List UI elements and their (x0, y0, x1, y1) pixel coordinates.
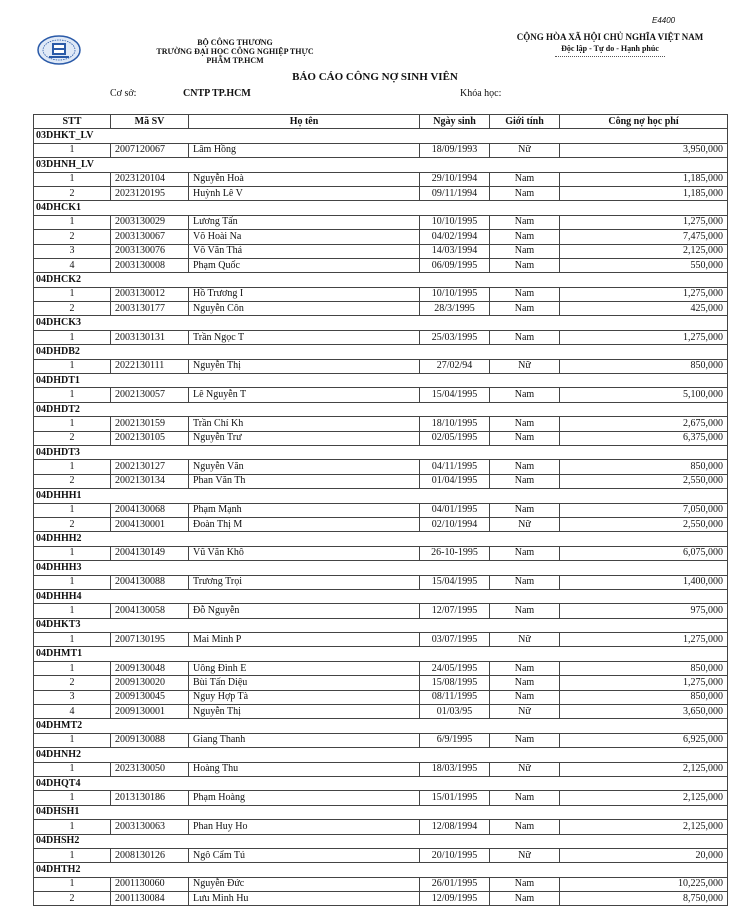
university-logo-icon (36, 34, 82, 66)
cell-gender: Nam (490, 388, 560, 402)
cell-stt: 2 (34, 676, 111, 690)
table-row (34, 848, 728, 862)
motto-underline (555, 56, 665, 57)
cell-tuition-debt: 850,000 (560, 690, 728, 704)
class-group-label: 04DHMT1 (34, 647, 728, 661)
table-row (34, 733, 728, 747)
table-row (34, 503, 728, 517)
cell-stt: 2 (34, 230, 111, 244)
cell-student-id: 2007120067 (111, 143, 189, 157)
class-group-row (34, 561, 728, 575)
cell-gender: Nam (490, 877, 560, 891)
column-header-tuition-debt: Công nợ học phí (560, 115, 728, 129)
table-row (34, 186, 728, 200)
cell-student-id: 2008130126 (111, 848, 189, 862)
class-group-label: 03DHKT_LV (34, 129, 728, 143)
cell-student-id: 2004130001 (111, 517, 189, 531)
cell-gender: Nam (490, 820, 560, 834)
cell-full-name: Ngô Cẩm Tú (189, 848, 420, 862)
cell-tuition-debt: 2,125,000 (560, 791, 728, 805)
class-group-row (34, 618, 728, 632)
cell-student-id: 2003130063 (111, 820, 189, 834)
cell-stt: 4 (34, 705, 111, 719)
cell-gender: Nữ (490, 848, 560, 862)
class-group-label: 04DHDT3 (34, 445, 728, 459)
cell-date-of-birth: 10/10/1995 (420, 287, 490, 301)
class-group-row (34, 129, 728, 143)
ministry-name: BỘ CÔNG THƯƠNG (197, 38, 273, 47)
cell-date-of-birth: 02/10/1994 (420, 517, 490, 531)
cell-tuition-debt: 1,400,000 (560, 575, 728, 589)
cell-student-id: 2009130020 (111, 676, 189, 690)
cell-student-id: 2009130088 (111, 733, 189, 747)
cell-student-id: 2003130029 (111, 215, 189, 229)
cell-gender: Nam (490, 892, 560, 906)
table-row (34, 417, 728, 431)
cell-date-of-birth: 01/04/1995 (420, 474, 490, 488)
cell-full-name: Lưu Minh Hu (189, 892, 420, 906)
cell-date-of-birth: 18/03/1995 (420, 762, 490, 776)
campus-value-text: CNTP TP.HCM (183, 88, 251, 99)
campus-value (183, 88, 251, 99)
cell-date-of-birth: 08/11/1995 (420, 690, 490, 704)
class-group-row (34, 863, 728, 877)
cell-tuition-debt: 850,000 (560, 460, 728, 474)
cell-gender: Nam (490, 690, 560, 704)
cell-date-of-birth: 10/10/1995 (420, 215, 490, 229)
cell-full-name: Bùi Tấn Diệu (189, 676, 420, 690)
cell-student-id: 2002130134 (111, 474, 189, 488)
class-group-label: 04DHSH2 (34, 834, 728, 848)
table-row (34, 230, 728, 244)
cell-student-id: 2023130050 (111, 762, 189, 776)
cell-full-name: Hoàng Thu (189, 762, 420, 776)
cell-date-of-birth: 15/04/1995 (420, 575, 490, 589)
cell-student-id: 2009130001 (111, 705, 189, 719)
national-motto: Độc lập - Tự do - Hạnh phúc (561, 44, 659, 53)
cell-full-name: Phan Huy Ho (189, 820, 420, 834)
cell-full-name: Nguyễn Văn (189, 460, 420, 474)
cell-tuition-debt: 3,950,000 (560, 143, 728, 157)
cell-stt: 3 (34, 690, 111, 704)
cell-date-of-birth: 04/01/1995 (420, 503, 490, 517)
cell-student-id: 2002130127 (111, 460, 189, 474)
cell-stt: 1 (34, 330, 111, 344)
table-row (34, 820, 728, 834)
table-header-row (34, 115, 728, 129)
cell-gender: Nam (490, 431, 560, 445)
cell-tuition-debt: 1,275,000 (560, 633, 728, 647)
class-group-row (34, 316, 728, 330)
cell-full-name: Nguyễn Hoà (189, 172, 420, 186)
campus-label: Cơ sở: (110, 88, 137, 99)
cell-full-name: Phạm Mạnh (189, 503, 420, 517)
cell-date-of-birth: 6/9/1995 (420, 733, 490, 747)
cell-student-id: 2023120195 (111, 186, 189, 200)
table-row (34, 460, 728, 474)
cell-gender: Nam (490, 661, 560, 675)
cell-gender: Nam (490, 215, 560, 229)
cell-full-name: Trần Chí Kh (189, 417, 420, 431)
cell-stt: 1 (34, 733, 111, 747)
cell-student-id: 2003130008 (111, 258, 189, 272)
cell-tuition-debt: 2,125,000 (560, 244, 728, 258)
cell-tuition-debt: 7,050,000 (560, 503, 728, 517)
cell-tuition-debt: 10,225,000 (560, 877, 728, 891)
table-row (34, 604, 728, 618)
class-group-row (34, 158, 728, 172)
table-row (34, 258, 728, 272)
cell-full-name: Nguyễn Đức (189, 877, 420, 891)
cell-gender: Nam (490, 575, 560, 589)
class-group-label: 04DHCK3 (34, 316, 728, 330)
cell-date-of-birth: 04/02/1994 (420, 230, 490, 244)
cell-full-name: Trần Ngọc T (189, 330, 420, 344)
cell-stt: 1 (34, 546, 111, 560)
form-code: E4400 (652, 16, 676, 25)
cell-tuition-debt: 1,275,000 (560, 330, 728, 344)
cell-student-id: 2003130076 (111, 244, 189, 258)
cell-tuition-debt: 6,925,000 (560, 733, 728, 747)
cell-date-of-birth: 06/09/1995 (420, 258, 490, 272)
cell-stt: 1 (34, 820, 111, 834)
cell-gender: Nam (490, 230, 560, 244)
class-group-row (34, 345, 728, 359)
cell-student-id: 2002130057 (111, 388, 189, 402)
cell-stt: 1 (34, 388, 111, 402)
cell-full-name: Nguyễn Thị (189, 359, 420, 373)
cell-student-id: 2003130131 (111, 330, 189, 344)
cell-full-name: Trương Trọi (189, 575, 420, 589)
class-group-row (34, 776, 728, 790)
class-group-label: 04DHDT2 (34, 402, 728, 416)
class-group-row (34, 748, 728, 762)
cell-tuition-debt: 6,075,000 (560, 546, 728, 560)
cell-stt: 2 (34, 474, 111, 488)
cell-gender: Nam (490, 791, 560, 805)
cell-stt: 4 (34, 258, 111, 272)
ministry-block (130, 38, 340, 65)
column-header-stt: STT (34, 115, 111, 129)
table-row (34, 431, 728, 445)
cell-gender: Nữ (490, 705, 560, 719)
cell-full-name: Nguyễn Côn (189, 302, 420, 316)
table-row (34, 575, 728, 589)
class-group-row (34, 402, 728, 416)
cell-gender: Nam (490, 302, 560, 316)
cell-date-of-birth: 12/09/1995 (420, 892, 490, 906)
debt-report-table (33, 114, 728, 906)
class-group-label: 04DHSH1 (34, 805, 728, 819)
cell-student-id: 2023120104 (111, 172, 189, 186)
cell-date-of-birth: 29/10/1994 (420, 172, 490, 186)
cell-tuition-debt: 550,000 (560, 258, 728, 272)
cell-gender: Nam (490, 733, 560, 747)
cell-tuition-debt: 975,000 (560, 604, 728, 618)
cell-tuition-debt: 1,275,000 (560, 676, 728, 690)
cell-date-of-birth: 26/01/1995 (420, 877, 490, 891)
cell-gender: Nam (490, 244, 560, 258)
class-group-label: 04DHCK1 (34, 201, 728, 215)
class-group-label: 04DHDT1 (34, 374, 728, 388)
table-row (34, 791, 728, 805)
cell-full-name: Phạm Quốc (189, 258, 420, 272)
cell-full-name: Phan Văn Th (189, 474, 420, 488)
cell-student-id: 2003130067 (111, 230, 189, 244)
cell-gender: Nữ (490, 143, 560, 157)
table-row (34, 388, 728, 402)
cell-tuition-debt: 2,550,000 (560, 474, 728, 488)
table-row (34, 892, 728, 906)
class-group-row (34, 532, 728, 546)
cell-tuition-debt: 3,650,000 (560, 705, 728, 719)
cell-gender: Nữ (490, 359, 560, 373)
cell-full-name: Lâm Hồng (189, 143, 420, 157)
cell-stt: 1 (34, 575, 111, 589)
cell-full-name: Giang Thanh (189, 733, 420, 747)
cell-student-id: 2004130068 (111, 503, 189, 517)
cell-date-of-birth: 20/10/1995 (420, 848, 490, 862)
cell-gender: Nữ (490, 633, 560, 647)
cell-student-id: 2002130159 (111, 417, 189, 431)
class-group-label: 04DHHH3 (34, 561, 728, 575)
class-group-label: 04DHMT2 (34, 719, 728, 733)
cell-full-name: Lê Nguyễn T (189, 388, 420, 402)
cell-stt: 1 (34, 877, 111, 891)
cell-tuition-debt: 6,375,000 (560, 431, 728, 445)
cell-stt: 1 (34, 359, 111, 373)
table-body (34, 129, 728, 906)
cell-full-name: Vũ Văn Khô (189, 546, 420, 560)
class-group-label: 04DHKT3 (34, 618, 728, 632)
cell-date-of-birth: 15/04/1995 (420, 388, 490, 402)
class-group-row (34, 489, 728, 503)
cell-student-id: 2004130058 (111, 604, 189, 618)
table-row (34, 143, 728, 157)
cell-tuition-debt: 2,550,000 (560, 517, 728, 531)
table-row (34, 302, 728, 316)
cell-date-of-birth: 04/11/1995 (420, 460, 490, 474)
cell-full-name: Hồ Trương I (189, 287, 420, 301)
class-group-row (34, 445, 728, 459)
cell-stt: 1 (34, 417, 111, 431)
table-row (34, 172, 728, 186)
table-row (34, 705, 728, 719)
column-header-gender: Giới tính (490, 115, 560, 129)
cell-full-name: Đoàn Thị M (189, 517, 420, 531)
class-group-label: 04DHNH2 (34, 748, 728, 762)
cell-gender: Nam (490, 474, 560, 488)
cell-date-of-birth: 09/11/1994 (420, 186, 490, 200)
cell-stt: 1 (34, 762, 111, 776)
cell-date-of-birth: 12/07/1995 (420, 604, 490, 618)
cell-gender: Nam (490, 258, 560, 272)
cell-tuition-debt: 2,675,000 (560, 417, 728, 431)
column-header-full-name: Họ tên (189, 115, 420, 129)
cell-full-name: Nguyễn Trư (189, 431, 420, 445)
cell-tuition-debt: 2,125,000 (560, 820, 728, 834)
cell-gender: Nam (490, 330, 560, 344)
class-group-row (34, 374, 728, 388)
class-group-label: 04DHHH4 (34, 589, 728, 603)
cell-student-id: 2022130111 (111, 359, 189, 373)
cell-tuition-debt: 5,100,000 (560, 388, 728, 402)
column-header-date-of-birth: Ngày sinh (420, 115, 490, 129)
table-row (34, 633, 728, 647)
table-row (34, 517, 728, 531)
cell-date-of-birth: 24/05/1995 (420, 661, 490, 675)
table-row (34, 690, 728, 704)
cell-date-of-birth: 15/08/1995 (420, 676, 490, 690)
table-row (34, 546, 728, 560)
cell-student-id: 2003130177 (111, 302, 189, 316)
class-group-label: 04DHTH2 (34, 863, 728, 877)
cell-tuition-debt: 2,125,000 (560, 762, 728, 776)
cell-tuition-debt: 1,275,000 (560, 215, 728, 229)
cell-student-id: 2004130088 (111, 575, 189, 589)
class-group-label: 04DHQT4 (34, 776, 728, 790)
cell-full-name: Lương Tấn (189, 215, 420, 229)
cell-full-name: Phạm Hoàng (189, 791, 420, 805)
cell-date-of-birth: 26-10-1995 (420, 546, 490, 560)
cell-tuition-debt: 425,000 (560, 302, 728, 316)
cell-student-id: 2007130195 (111, 633, 189, 647)
cell-tuition-debt: 1,185,000 (560, 172, 728, 186)
cell-stt: 1 (34, 460, 111, 474)
class-group-label: 04DHDB2 (34, 345, 728, 359)
nation-block (505, 32, 715, 57)
cell-gender: Nam (490, 186, 560, 200)
class-group-row (34, 834, 728, 848)
cell-student-id: 2001130060 (111, 877, 189, 891)
table-row (34, 359, 728, 373)
cell-gender: Nữ (490, 762, 560, 776)
cell-date-of-birth: 18/10/1995 (420, 417, 490, 431)
cell-full-name: Uông Đình E (189, 661, 420, 675)
cell-stt: 2 (34, 431, 111, 445)
table-row (34, 244, 728, 258)
cell-gender: Nữ (490, 517, 560, 531)
cell-gender: Nam (490, 287, 560, 301)
table-row (34, 877, 728, 891)
cell-date-of-birth: 18/09/1993 (420, 143, 490, 157)
cell-stt: 1 (34, 848, 111, 862)
cell-gender: Nam (490, 172, 560, 186)
cell-gender: Nam (490, 503, 560, 517)
cell-student-id: 2004130149 (111, 546, 189, 560)
cell-stt: 1 (34, 503, 111, 517)
cell-gender: Nam (490, 676, 560, 690)
class-group-row (34, 273, 728, 287)
cell-student-id: 2009130048 (111, 661, 189, 675)
cell-stt: 2 (34, 302, 111, 316)
cell-date-of-birth: 03/07/1995 (420, 633, 490, 647)
cell-gender: Nam (490, 546, 560, 560)
cell-stt: 1 (34, 661, 111, 675)
table-row (34, 676, 728, 690)
cell-date-of-birth: 12/08/1994 (420, 820, 490, 834)
table-row (34, 287, 728, 301)
class-group-label: 04DHHH1 (34, 489, 728, 503)
cell-stt: 1 (34, 604, 111, 618)
class-group-label: 04DHHH2 (34, 532, 728, 546)
class-group-row (34, 201, 728, 215)
class-group-row (34, 647, 728, 661)
cell-full-name: Mai Minh P (189, 633, 420, 647)
cell-stt: 2 (34, 517, 111, 531)
cell-student-id: 2002130105 (111, 431, 189, 445)
cell-date-of-birth: 02/05/1995 (420, 431, 490, 445)
table-row (34, 474, 728, 488)
cell-full-name: Võ Hoài Na (189, 230, 420, 244)
cell-full-name: Huỳnh Lê V (189, 186, 420, 200)
cell-tuition-debt: 8,750,000 (560, 892, 728, 906)
class-group-label: 03DHNH_LV (34, 158, 728, 172)
cell-student-id: 2003130012 (111, 287, 189, 301)
cell-stt: 1 (34, 143, 111, 157)
nation-name: CỘNG HÒA XÃ HỘI CHỦ NGHĨA VIỆT NAM (516, 32, 704, 42)
cell-date-of-birth: 14/03/1994 (420, 244, 490, 258)
cell-student-id: 2009130045 (111, 690, 189, 704)
cell-full-name: Võ Văn Thá (189, 244, 420, 258)
class-group-row (34, 589, 728, 603)
cell-gender: Nam (490, 604, 560, 618)
cell-tuition-debt: 1,275,000 (560, 287, 728, 301)
class-group-row (34, 805, 728, 819)
table-row (34, 215, 728, 229)
cell-tuition-debt: 850,000 (560, 661, 728, 675)
cell-student-id: 2001130084 (111, 892, 189, 906)
cell-stt: 1 (34, 633, 111, 647)
cell-date-of-birth: 25/03/1995 (420, 330, 490, 344)
class-group-row (34, 719, 728, 733)
report-title: BÁO CÁO CÔNG NỢ SINH VIÊN (292, 71, 458, 83)
cell-tuition-debt: 1,185,000 (560, 186, 728, 200)
cell-tuition-debt: 20,000 (560, 848, 728, 862)
university-name-cont: PHẨM TP.HCM (206, 56, 264, 65)
cell-stt: 2 (34, 892, 111, 906)
cell-date-of-birth: 01/03/95 (420, 705, 490, 719)
cell-date-of-birth: 28/3/1995 (420, 302, 490, 316)
cell-gender: Nam (490, 460, 560, 474)
cell-stt: 2 (34, 186, 111, 200)
cell-date-of-birth: 15/01/1995 (420, 791, 490, 805)
table-row (34, 661, 728, 675)
course-label: Khóa học: (460, 88, 502, 99)
cell-stt: 3 (34, 244, 111, 258)
class-group-label: 04DHCK2 (34, 273, 728, 287)
table-row (34, 762, 728, 776)
cell-student-id: 2013130186 (111, 791, 189, 805)
cell-stt: 1 (34, 215, 111, 229)
cell-full-name: Đỗ Nguyễn (189, 604, 420, 618)
table-row (34, 330, 728, 344)
cell-stt: 1 (34, 287, 111, 301)
cell-stt: 1 (34, 172, 111, 186)
university-name: TRƯỜNG ĐẠI HỌC CÔNG NGHIỆP THỰC (156, 47, 314, 56)
column-header-student-id: Mã SV (111, 115, 189, 129)
cell-gender: Nam (490, 417, 560, 431)
cell-full-name: Nguy Hợp Tà (189, 690, 420, 704)
cell-tuition-debt: 850,000 (560, 359, 728, 373)
cell-date-of-birth: 27/02/94 (420, 359, 490, 373)
cell-full-name: Nguyễn Thị (189, 705, 420, 719)
cell-stt: 1 (34, 791, 111, 805)
cell-tuition-debt: 7,475,000 (560, 230, 728, 244)
